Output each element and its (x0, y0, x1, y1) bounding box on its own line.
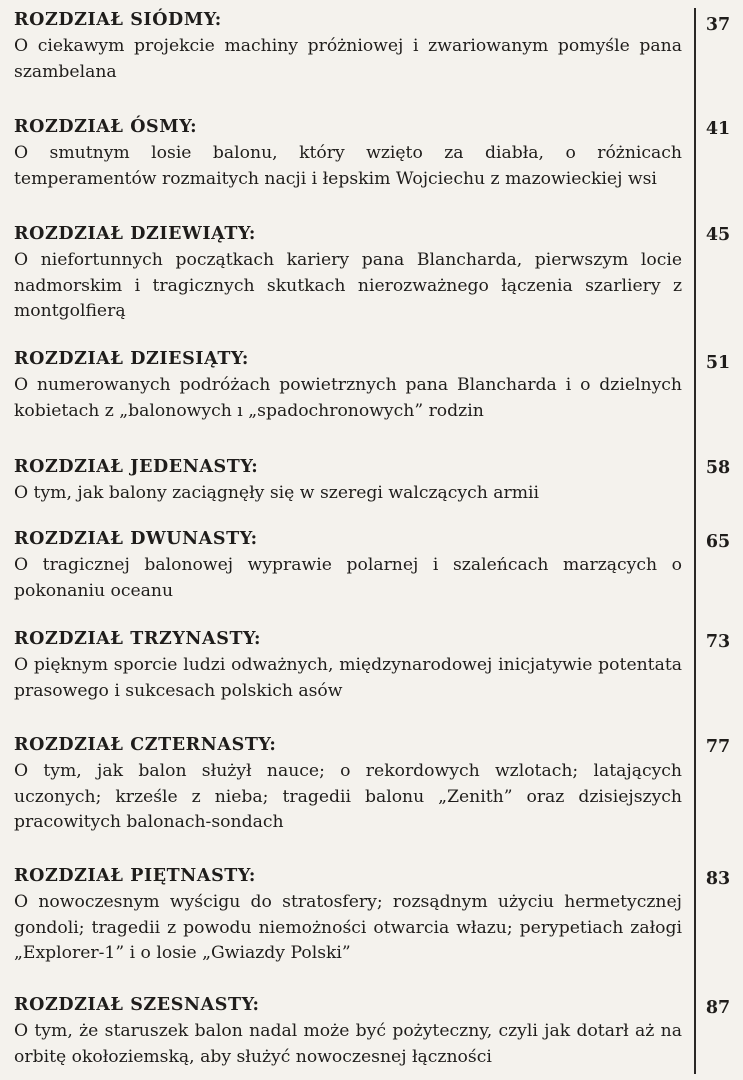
chapter-heading: ROZDZIAŁ SIÓDMY: (14, 10, 222, 30)
chapter-description: O smutnym losie balonu, który wzięto za diabła, o różnicach temperamentów rozmaitych nacji i łepskim Wojciechu z mazowieckiej wsi (14, 143, 682, 189)
toc-entry-chapter-8 (14, 115, 682, 192)
chapter-heading: ROZDZIAŁ DWUNASTY: (14, 529, 258, 549)
page-number: 45 (705, 225, 731, 245)
toc-entry-chapter-14 (14, 733, 682, 836)
toc-entry-chapter-7 (14, 8, 682, 85)
chapter-description: O niefortunnych początkach kariery pana Blancharda, pierwszym locie nadmorskim i tragicznych skutkach nierozważnego łączenia szarliery z montgolfierą (14, 250, 682, 321)
toc-entry-chapter-9 (14, 222, 682, 325)
column-divider (694, 8, 696, 1074)
chapter-description: O tym, jak balon służył nauce; o rekordowych wzlotach; latających uczonych; krześle z nieba; tragedii balonu „Zenith” oraz dzisiejszych pracowitych balonach-sondach (14, 761, 682, 832)
page-number: 41 (705, 119, 731, 139)
chapter-description: O tym, że staruszek balon nadal może być pożyteczny, czyli jak dotarł aż na orbitę okołoziemską, aby służyć nowoczesnej łączności (14, 1021, 682, 1067)
chapter-heading: ROZDZIAŁ DZIEWIĄTY: (14, 224, 256, 244)
chapter-description: O tym, jak balony zaciągnęły się w szeregi walczących armii (14, 483, 540, 503)
page-number: 83 (705, 869, 731, 889)
chapter-heading: ROZDZIAŁ PIĘTNASTY: (14, 866, 256, 886)
chapter-description: O numerowanych podróżach powietrznych pana Blancharda i o dzielnych kobietach z „balonowych ı „spadochronowych” rodzin (14, 375, 682, 421)
chapter-heading: ROZDZIAŁ CZTERNASTY: (14, 735, 277, 755)
page-number: 51 (705, 353, 731, 373)
toc-entry-chapter-15 (14, 864, 682, 967)
chapter-heading: ROZDZIAŁ ÓSMY: (14, 117, 198, 137)
page-number: 58 (705, 458, 731, 478)
toc-entry-chapter-12 (14, 527, 682, 604)
chapter-heading: ROZDZIAŁ SZESNASTY: (14, 995, 260, 1015)
toc-entry-chapter-13 (14, 627, 682, 704)
chapter-description: O tragicznej balonowej wyprawie polarnej i szaleńcach marzących o pokonaniu oceanu (14, 555, 682, 601)
chapter-description: O pięknym sporcie ludzi odważnych, międzynarodowej inicjatywie potentata prasowego i sukcesach polskich asów (14, 655, 682, 701)
chapter-heading: ROZDZIAŁ TRZYNASTY: (14, 629, 262, 649)
page-number: 65 (705, 532, 731, 552)
page-number: 77 (705, 737, 731, 757)
toc-entry-chapter-11 (14, 455, 682, 507)
chapter-heading: ROZDZIAŁ DZIESIĄTY: (14, 349, 249, 369)
chapter-description: O nowoczesnym wyścigu do stratosfery; rozsądnym użyciu hermetycznej gondoli; tragedii z powodu niemożności otwarcia włazu; perypetiach załogi „Explorer-1” i o losie „Gwiazdy Polski” (14, 892, 682, 963)
page-number: 87 (705, 998, 731, 1018)
toc-entry-chapter-16 (14, 993, 682, 1070)
chapter-heading: ROZDZIAŁ JEDENASTY: (14, 457, 259, 477)
toc-entry-chapter-10 (14, 347, 682, 424)
page-number: 73 (705, 632, 731, 652)
chapter-description: O ciekawym projekcie machiny próżniowej i zwariowanym pomyśle pana szambelana (14, 36, 682, 82)
page-number: 37 (705, 15, 731, 35)
